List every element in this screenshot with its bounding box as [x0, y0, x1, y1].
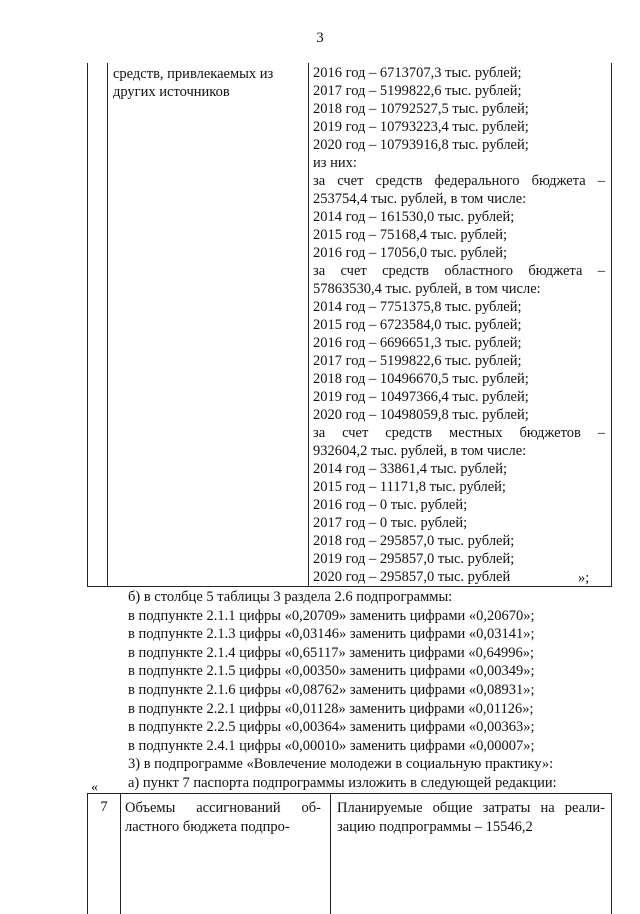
amendment-line: в подпункте 2.1.4 цифры «0,65117» заменить цифрами «0,64996»;	[128, 644, 535, 661]
amendment-text	[128, 588, 618, 793]
amendment-line: в подпункте 2.2.1 цифры «0,01128» заменить цифрами «0,01126»;	[128, 700, 534, 717]
funding-line: 2019 год – 10497366,4 тыс. рублей;	[313, 389, 529, 405]
table-column-divider	[308, 63, 309, 586]
funding-line: 2020 год – 10793916,8 тыс. рублей;	[313, 137, 529, 153]
allocation-label	[125, 799, 321, 837]
funding-line: 2018 год – 10496670,5 тыс. рублей;	[313, 371, 529, 387]
funding-line: 2015 год – 6723584,0 тыс. рублей;	[313, 317, 522, 333]
planned-costs-line: Планируемые общие затраты на реали-	[337, 800, 605, 816]
funding-line: за счет средств областного бюджета –	[313, 263, 605, 279]
amendment-line: 3) в подпрограмме «Вовлечение молодежи в социальную практику»:	[128, 756, 554, 773]
funding-line: 2017 год – 0 тыс. рублей;	[313, 515, 468, 531]
funding-line: 2016 год – 0 тыс. рублей;	[313, 497, 468, 513]
amendment-line: в подпункте 2.1.1 цифры «0,20709» заменить цифрами «0,20670»;	[128, 607, 535, 624]
funding-line: 57863530,4 тыс. рублей, в том числе:	[313, 281, 541, 297]
allocation-label-line: ластного бюджета подпро-	[125, 819, 290, 835]
closing-quote: »;	[578, 570, 590, 586]
funding-line: 2017 год – 5199822,6 тыс. рублей;	[313, 353, 522, 369]
funding-line: за счет средств федерального бюджета –	[313, 173, 605, 189]
funding-line: 2018 год – 10792527,5 тыс. рублей;	[313, 101, 529, 117]
amendment-line: в подпункте 2.1.6 цифры «0,08762» заменить цифрами «0,08931»;	[128, 681, 535, 698]
funding-line: 2020 год – 10498059,8 тыс. рублей;	[313, 407, 529, 423]
funding-amounts	[310, 63, 611, 586]
funding-line: 2018 год – 295857,0 тыс. рублей;	[313, 533, 515, 549]
amendment-line: в подпункте 2.2.5 цифры «0,00364» заменить цифрами «0,00363»;	[128, 719, 535, 736]
funding-line: 2017 год – 5199822,6 тыс. рублей;	[313, 83, 522, 99]
funding-source-label: средств, привлекаемых из других источников	[113, 66, 274, 100]
funding-line: 253754,4 тыс. рублей, в том числе:	[313, 191, 527, 207]
funding-line: 2016 год – 17056,0 тыс. рублей;	[313, 245, 508, 261]
table-column-divider	[107, 63, 108, 586]
funding-line: 2019 год – 295857,0 тыс. рублей;	[313, 551, 515, 567]
funding-line: за счет средств местных бюджетов –	[313, 425, 605, 441]
table-column-divider	[120, 794, 121, 914]
funding-line: 2015 год – 11171,8 тыс. рублей;	[313, 479, 506, 495]
page-number: 3	[316, 30, 324, 46]
passport-table	[87, 793, 612, 914]
opening-quote: «	[91, 780, 98, 795]
funding-line: 2015 год – 75168,4 тыс. рублей;	[313, 227, 508, 243]
amendment-line: а) пункт 7 паспорта подпрограммы изложить в следующей редакции:	[128, 774, 557, 791]
funding-table	[87, 63, 612, 587]
funding-line: 2014 год – 33861,4 тыс. рублей;	[313, 461, 508, 477]
funding-line: 2014 год – 7751375,8 тыс. рублей;	[313, 299, 522, 315]
amendment-line: в подпункте 2.1.3 цифры «0,03146» заменить цифрами «0,03141»;	[128, 626, 535, 643]
funding-line: 2016 год – 6696651,3 тыс. рублей;	[313, 335, 522, 351]
row-number: 7	[100, 799, 108, 815]
allocation-label-line: Объемы ассигнований об-	[125, 800, 321, 816]
amendment-line: в подпункте 2.1.5 цифры «0,00350» заменить цифрами «0,00349»;	[128, 663, 535, 680]
table-column-divider	[330, 794, 331, 914]
amendment-line: в подпункте 2.4.1 цифры «0,00010» заменить цифрами «0,00007»;	[128, 737, 535, 754]
funding-line: 2016 год – 6713707,3 тыс. рублей;	[313, 65, 522, 81]
funding-line: 2014 год – 161530,0 тыс. рублей;	[313, 209, 515, 225]
planned-costs-line: зацию подпрограммы – 15546,2	[337, 819, 533, 835]
funding-line: из них:	[313, 155, 357, 171]
funding-line: 932604,2 тыс. рублей, в том числе:	[313, 443, 527, 459]
funding-line: 2020 год – 295857,0 тыс. рублей	[313, 569, 511, 585]
funding-line: 2019 год – 10793223,4 тыс. рублей;	[313, 119, 529, 135]
amendment-line: б) в столбце 5 таблицы 3 раздела 2.6 подпрограммы:	[128, 589, 453, 605]
planned-costs-text	[337, 799, 605, 837]
